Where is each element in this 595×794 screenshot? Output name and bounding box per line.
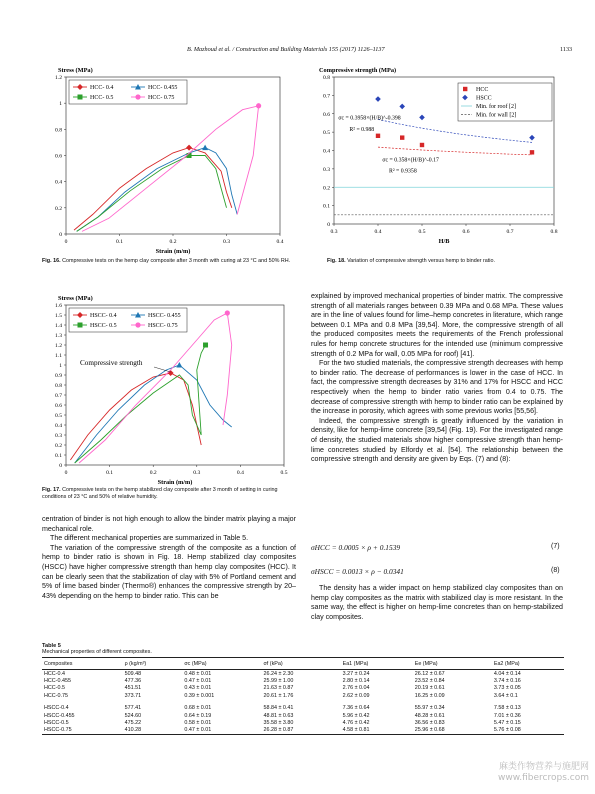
paragraph: The variation of the compressive strength of the composite as a function of hemp to binder ratio is shown in Fig. 18. Hemp stabilized clay composites (HSCC) have higher compressive strength than hemp clay composites (HCC). It can be clearly seen that the stabilization of clay with 5% of Portland cement and 5% of lime based binder (Thermo®) enhances the compressive strength by 20–43% depending on the hemp to binder ratio. This can be bbox=[42, 543, 296, 600]
y-tick-label: 0.2 bbox=[55, 443, 62, 449]
running-title: B. Mazhoud et al. / Construction and Building Materials 155 (2017) 1126–1137 bbox=[187, 46, 385, 53]
table-row bbox=[42, 712, 564, 719]
table-cell: 0.47 ± 0.01 bbox=[184, 678, 212, 685]
table-cell: 4.58 ± 0.81 bbox=[341, 727, 413, 735]
table-cell: 16.25 ± 0.09 bbox=[414, 692, 445, 699]
watermark-line-1: 麻类作物营养与施肥网 bbox=[498, 762, 589, 772]
legend-marker bbox=[135, 322, 140, 327]
table-row bbox=[42, 719, 564, 726]
paragraph: centration of binder is not high enough to allow the binder matrix playing a major mechanical role. bbox=[42, 515, 296, 533]
fig18-caption-text: Variation of compressive strength versus hemp to binder ratio. bbox=[347, 258, 495, 264]
fig16-caption bbox=[42, 258, 292, 265]
table-row bbox=[42, 685, 564, 692]
y-tick-label: 0 bbox=[327, 222, 330, 228]
data-point bbox=[530, 150, 534, 154]
y-tick-label: 0.4 bbox=[55, 423, 62, 429]
table-cell: 2.76 ± 0.04 bbox=[342, 685, 370, 692]
table-cell: 0.47 ± 0.01 bbox=[182, 727, 261, 735]
x-tick-label: 0.6 bbox=[462, 229, 470, 235]
fig17-caption bbox=[42, 487, 296, 501]
y-tick-label: 0.5 bbox=[323, 130, 330, 137]
legend-label: HSCC bbox=[476, 95, 492, 102]
x-tick-label: 0.3 bbox=[193, 470, 201, 476]
fig17-caption-label: Fig. 17. bbox=[42, 487, 61, 493]
table-cell: 4.04 ± 0.14 bbox=[493, 670, 521, 677]
table-cell: 3.27 ± 0.24 bbox=[342, 670, 370, 677]
y-tick-label: 1.5 bbox=[55, 313, 62, 319]
table-row bbox=[42, 670, 564, 678]
y-tick-label: 0.7 bbox=[55, 393, 62, 399]
table-label: Table 5 bbox=[42, 643, 61, 649]
r2-annotation: R² = 0.988 bbox=[349, 127, 375, 134]
x-tick-label: 0.3 bbox=[223, 239, 230, 245]
series-line bbox=[79, 313, 232, 463]
legend-label: HCC- 0.75 bbox=[148, 95, 175, 101]
equation-7-number: (7) bbox=[551, 543, 560, 550]
series-line bbox=[75, 365, 232, 463]
equation-annotation: σc = 0.358×(H/B)^-0.17 bbox=[382, 157, 439, 164]
data-point bbox=[376, 134, 380, 138]
y-tick-label: 0.8 bbox=[55, 383, 62, 389]
table-cell: 55.97 ± 0.34 bbox=[414, 705, 445, 712]
table-cell: 524.60 bbox=[124, 712, 142, 719]
table-header-cell: Ee (MPa) bbox=[413, 658, 492, 670]
x-axis-label: Strain (m/m) bbox=[157, 479, 193, 486]
y-tick-label: 0.3 bbox=[55, 433, 62, 439]
table-cell: 2.62 ± 0.09 bbox=[342, 692, 370, 699]
table-cell: 477.36 bbox=[124, 678, 142, 685]
table-cell: HSCC-0.4 bbox=[44, 705, 69, 712]
fig17-chart bbox=[40, 292, 295, 486]
equation-annotation: σc = 0.3958×(H/B)^-0.398 bbox=[338, 115, 401, 122]
right-column-text bbox=[311, 292, 563, 465]
legend-marker bbox=[135, 94, 140, 99]
y-tick-label: 0 bbox=[59, 232, 62, 238]
x-tick-label: 0.3 bbox=[330, 229, 338, 235]
watermark-line-2: www.fibercrops.com bbox=[498, 773, 589, 783]
table-cell: 509.48 bbox=[124, 670, 142, 677]
table-cell: 451.51 bbox=[124, 685, 142, 692]
legend-label: HSCC- 0.5 bbox=[90, 323, 117, 329]
table-5 bbox=[42, 643, 564, 735]
annotation-label: Compressive strength bbox=[80, 359, 143, 367]
table-header-cell: Composites bbox=[42, 658, 123, 670]
table-title: Mechanical properties of different composites. bbox=[42, 649, 152, 655]
y-tick-label: 0.1 bbox=[55, 453, 62, 459]
fig16-caption-label: Fig. 16. bbox=[42, 258, 61, 264]
paragraph: The density has a wider impact on hemp stabilized clay composites than on hemp clay composites as the matrix with stabilized clay is more resistant. In the same way, the effect is higher on hemp-lime concretes than on hemp-stabilized clay composites. bbox=[311, 584, 563, 621]
table-cell: 25.96 ± 0.68 bbox=[413, 727, 492, 735]
x-tick-label: 0 bbox=[64, 470, 68, 476]
trend-line bbox=[378, 147, 532, 155]
y-tick-label: 0.6 bbox=[323, 111, 330, 118]
peak-marker bbox=[256, 103, 261, 108]
table-row bbox=[42, 727, 564, 735]
left-column-text bbox=[42, 515, 296, 601]
table-row bbox=[42, 692, 564, 699]
y-tick-label: 0.1 bbox=[323, 203, 330, 210]
paragraph: For the two studied materials, the compressive strength decreases with hemp to binder ratio. The decrease of performances is lower in the case of HCC. In fact, the compressive strength decreases by 31% and 17% for HSCC and HCC respectively when the hemp to binder ratio varies from 0.4 to 0.75. The decrease of compressive strength with hemp to binder ratio can be explained by the increase in porosity, which agrees with some previous works [55,56]. bbox=[311, 359, 563, 416]
fig16-chart bbox=[38, 64, 288, 255]
table-cell: 410.28 bbox=[123, 727, 183, 735]
x-tick-label: 0.5 bbox=[418, 229, 426, 235]
r2-annotation: R² = 0.9358 bbox=[389, 168, 417, 175]
table-cell: 2.80 ± 0.14 bbox=[342, 678, 370, 685]
data-point bbox=[400, 135, 404, 139]
y-tick-label: 0.5 bbox=[55, 413, 62, 419]
legend-label: HCC- 0.5 bbox=[90, 95, 114, 101]
series-line bbox=[70, 373, 201, 460]
table-cell: 20.61 ± 1.76 bbox=[263, 692, 294, 699]
y-tick-label: 0.6 bbox=[55, 403, 62, 409]
equation-8: σHSCC = 0.0013 × ρ − 0.0341 bbox=[311, 567, 404, 576]
table-cell: 577.41 bbox=[124, 705, 142, 712]
x-tick-label: 0.1 bbox=[116, 239, 123, 245]
y-tick-label: 0.6 bbox=[55, 153, 62, 160]
y-axis-label: Stress (MPa) bbox=[58, 295, 93, 302]
legend-label: HSCC- 0.455 bbox=[148, 313, 181, 319]
table-cell: HCC-0.75 bbox=[44, 692, 68, 699]
y-tick-label: 0.9 bbox=[55, 373, 62, 379]
table-header-cell: σf (kPa) bbox=[261, 658, 340, 670]
table-cell: 0.68 ± 0.01 bbox=[184, 705, 212, 712]
x-tick-label: 0.8 bbox=[550, 229, 558, 235]
table-cell: 7.01 ± 0.36 bbox=[493, 712, 521, 719]
table-cell: 26.12 ± 0.67 bbox=[414, 670, 445, 677]
x-tick-label: 0.2 bbox=[169, 239, 177, 245]
y-tick-label: 0.8 bbox=[55, 127, 62, 134]
x-tick-label: 0.1 bbox=[106, 470, 114, 476]
table-cell: 25.99 ± 1.00 bbox=[263, 678, 294, 685]
y-tick-label: 0.2 bbox=[55, 205, 62, 212]
legend-marker bbox=[78, 95, 83, 100]
legend-label: HSCC- 0.75 bbox=[148, 323, 178, 329]
y-tick-label: 0.3 bbox=[323, 166, 330, 173]
table-cell: 0.48 ± 0.01 bbox=[184, 670, 212, 677]
table-cell: HCC-0.5 bbox=[44, 685, 65, 692]
data-point bbox=[419, 115, 425, 121]
legend-label: HCC- 0.4 bbox=[90, 85, 114, 91]
data-point bbox=[399, 104, 405, 110]
peak-marker bbox=[168, 370, 174, 376]
series-line bbox=[77, 148, 238, 232]
paragraph: Indeed, the compressive strength is greatly influenced by the variation in density, like for hemp-lime concrete [39,54] (Fig. 19). For the investigated range of density, the studied materials show higher compressive strength than hemp-lime concretes studied by Elfordy et al. [54]. The relationship between the compressive strength and density are given by Eqs. (7) and (8): bbox=[311, 416, 563, 464]
table-cell: 0.39 ± 0.001 bbox=[184, 692, 215, 699]
fig17-caption-text: Compressive tests on the hemp stabilized clay composite after 3 month of setting in curing conditions of 23 °C and 50% of relative humidity. bbox=[42, 487, 278, 500]
y-tick-label: 1.2 bbox=[55, 75, 62, 81]
x-tick-label: 0.2 bbox=[149, 470, 157, 476]
x-axis-label: Strain (m/m) bbox=[155, 248, 191, 255]
legend-marker bbox=[463, 87, 467, 91]
x-tick-label: 0.7 bbox=[506, 229, 514, 235]
table-cell: 3.74 ± 0.16 bbox=[493, 678, 521, 685]
table-cell: 48.28 ± 0.61 bbox=[414, 712, 445, 719]
data-point bbox=[375, 96, 381, 102]
x-tick-label: 0.5 bbox=[280, 470, 288, 476]
peak-marker bbox=[203, 343, 208, 348]
equation-8-number: (8) bbox=[551, 567, 560, 574]
table-cell: 58.84 ± 0.41 bbox=[263, 705, 294, 712]
watermark bbox=[498, 762, 589, 784]
legend-label: Min. for wall [2] bbox=[476, 112, 517, 119]
peak-marker bbox=[202, 145, 208, 151]
table-cell: 4.76 ± 0.42 bbox=[342, 720, 370, 727]
table-cell: 21.63 ± 0.87 bbox=[263, 685, 294, 692]
x-tick-label: 0 bbox=[64, 239, 68, 245]
series-line bbox=[82, 106, 259, 232]
y-tick-label: 0.4 bbox=[55, 179, 62, 186]
y-tick-label: 1.1 bbox=[55, 353, 62, 359]
fig18-caption bbox=[327, 258, 567, 265]
table-cell: 48.81 ± 0.63 bbox=[263, 712, 294, 719]
table-header-row bbox=[42, 658, 564, 670]
table-cell: HSCC-0.5 bbox=[44, 720, 69, 727]
data-point bbox=[529, 135, 535, 141]
table-row bbox=[42, 677, 564, 684]
legend-label: HCC- 0.455 bbox=[148, 85, 178, 91]
x-tick-label: 0.4 bbox=[276, 239, 284, 245]
table-cell: 475.22 bbox=[124, 720, 142, 727]
table-header-cell: Ea2 (MPa) bbox=[492, 658, 564, 670]
table-cell: 3.73 ± 0.05 bbox=[493, 685, 521, 692]
table-cell: 373.71 bbox=[124, 692, 142, 699]
table-cell: 7.36 ± 0.64 bbox=[342, 705, 370, 712]
table-cell: 5.76 ± 0.08 bbox=[492, 727, 564, 735]
table-row bbox=[42, 700, 564, 712]
legend-marker bbox=[78, 323, 83, 328]
y-tick-label: 1.3 bbox=[55, 333, 62, 339]
table-cell: 23.52 ± 0.84 bbox=[414, 678, 445, 685]
y-tick-label: 1 bbox=[59, 363, 62, 369]
table-cell: 20.19 ± 0.61 bbox=[414, 685, 445, 692]
y-axis-label: Compressive strength (MPa) bbox=[319, 67, 397, 74]
table-cell: 5.47 ± 0.15 bbox=[493, 720, 521, 727]
data-point bbox=[420, 143, 424, 147]
fig18-caption-label: Fig. 18. bbox=[327, 258, 346, 264]
x-tick-label: 0.4 bbox=[374, 229, 382, 235]
table-cell: 36.56 ± 0.83 bbox=[414, 720, 445, 727]
page-number: 1133 bbox=[560, 46, 573, 53]
table-cell: 5.96 ± 0.42 bbox=[342, 712, 370, 719]
table-cell: 26.24 ± 2.30 bbox=[263, 670, 294, 677]
right-column-text-after bbox=[311, 584, 563, 622]
table-cell: HCC-0.4 bbox=[44, 670, 65, 677]
properties-table bbox=[42, 657, 564, 735]
paragraph: explained by improved mechanical properties of binder matrix. The compressive strength of all materials ranges between 0.39 MPa and 0.68 MPa. These values are in the line of values found for lime–hemp concretes in literature, which range between 0.1 MPa and 0.8 MPa [39,54]. More, the compressive strength of all the produced composites meets the requirements of the French professional rules for hemp concrete structures for the intended use (minimum compressive strength of 0.2 MPa for wall, 0.05 MPa for roof) [41]. bbox=[311, 292, 563, 358]
fig18-chart bbox=[312, 64, 570, 252]
y-tick-label: 0.7 bbox=[323, 93, 330, 100]
table-cell: 0.43 ± 0.01 bbox=[184, 685, 212, 692]
table-cell: HCC-0.455 bbox=[44, 678, 71, 685]
y-tick-label: 1.2 bbox=[55, 343, 62, 349]
x-tick-label: 0.4 bbox=[236, 470, 244, 476]
legend-label: HSCC- 0.4 bbox=[90, 313, 117, 319]
y-tick-label: 0.4 bbox=[323, 148, 330, 155]
peak-marker bbox=[186, 145, 192, 151]
table-header-cell: ρ (kg/m³) bbox=[123, 658, 183, 670]
y-tick-label: 1 bbox=[59, 101, 62, 108]
equation-7: σHCC = 0.0005 × ρ + 0.1539 bbox=[311, 543, 401, 552]
legend-label: HCC bbox=[476, 87, 489, 93]
table-header-cell: σc (MPa) bbox=[182, 658, 261, 670]
y-tick-label: 1.6 bbox=[55, 303, 62, 309]
table-cell: 35.58 ± 3.80 bbox=[263, 720, 294, 727]
y-tick-label: 0.8 bbox=[323, 75, 330, 81]
table-cell: 7.58 ± 0.13 bbox=[493, 705, 521, 712]
table-cell: 0.58 ± 0.01 bbox=[184, 720, 212, 727]
y-tick-label: 0 bbox=[59, 463, 62, 469]
table-cell: HSCC-0.75 bbox=[42, 727, 123, 735]
y-tick-label: 0.2 bbox=[323, 185, 330, 192]
peak-marker bbox=[225, 310, 230, 315]
paragraph: The different mechanical properties are summarized in Table 5. bbox=[50, 534, 249, 543]
x-axis-label: H/B bbox=[438, 238, 450, 245]
table-cell: 3.64 ± 0.1 bbox=[493, 692, 518, 699]
table-cell: 26.28 ± 0.87 bbox=[261, 727, 340, 735]
y-tick-label: 1.4 bbox=[55, 323, 62, 329]
table-cell: 0.64 ± 0.19 bbox=[184, 712, 212, 719]
y-axis-label: Stress (MPa) bbox=[58, 67, 93, 74]
table-header-cell: Ea1 (MPa) bbox=[341, 658, 413, 670]
legend-label: Min. for roof [2] bbox=[476, 104, 516, 110]
fig16-caption-text: Compressive tests on the hemp clay composite after 3 month with curing at 23 °C and 50% RH. bbox=[62, 258, 291, 264]
series-line bbox=[77, 156, 227, 232]
table-cell: HSCC-0.455 bbox=[44, 712, 75, 719]
